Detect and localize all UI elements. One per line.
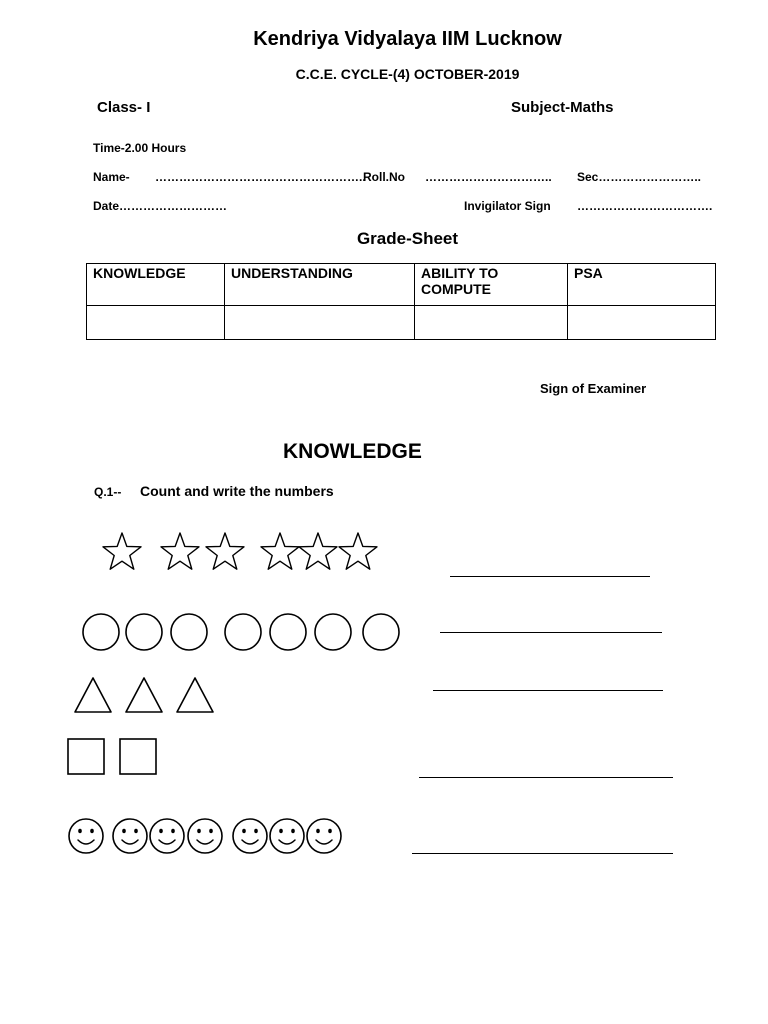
square-icon [120,739,156,774]
smiley-icon [307,819,341,853]
smiley-icon [150,819,184,853]
date-field[interactable]: Date……………………… [93,199,228,213]
shape-row-stars [103,533,377,569]
section-field[interactable]: Sec…………………….. [577,170,702,184]
shape-row-smileys [69,819,341,853]
circle-icon [171,614,207,650]
circle-icon [315,614,351,650]
school-name: Kendriya Vidyalaya IIM Lucknow [253,28,562,50]
smiley-icon [69,819,103,853]
star-icon [299,533,337,569]
answer-line-smileys[interactable] [412,853,673,854]
section-title: KNOWLEDGE [283,440,422,463]
question-text: Count and write the numbers [140,483,334,499]
square-icon [68,739,104,774]
circle-icon [363,614,399,650]
name-field[interactable]: …………………………………………….. [155,170,366,184]
grade-header-knowledge: KNOWLEDGE [87,264,225,306]
triangle-icon [75,678,111,712]
exam-cycle: C.C.E. CYCLE-(4) OCTOBER-2019 [295,66,520,82]
smiley-icon [113,819,147,853]
star-icon [339,533,377,569]
star-icon [161,533,199,569]
shape-row-triangles [75,678,213,712]
answer-line-squares[interactable] [419,777,673,778]
grade-sheet-title: Grade-Sheet [356,229,459,248]
invigilator-field[interactable]: ……………………………. [577,199,713,213]
question-number: Q.1-- [94,485,122,499]
grade-header-ability: ABILITY TO COMPUTE [415,264,568,306]
subject-label: Subject-Maths [511,99,614,116]
triangle-icon [126,678,162,712]
grade-header-psa: PSA [568,264,716,306]
circle-icon [83,614,119,650]
name-label: Name- [93,170,130,184]
time-label: Time-2.00 Hours [93,141,187,155]
circle-icon [270,614,306,650]
star-icon [103,533,141,569]
star-icon [206,533,244,569]
grade-header-understanding: UNDERSTANDING [225,264,415,306]
shape-row-circles [83,614,399,650]
circle-icon [126,614,162,650]
smiley-icon [188,819,222,853]
shape-row-squares [68,739,156,774]
rollno-field[interactable]: ………………………….. [425,170,552,184]
rollno-label: Roll.No [363,170,405,184]
answer-line-stars[interactable] [450,576,650,577]
star-icon [261,533,299,569]
invigilator-label: Invigilator Sign [464,199,551,213]
smiley-icon [233,819,267,853]
answer-line-triangles[interactable] [433,690,663,691]
circle-icon [225,614,261,650]
smiley-icon [270,819,304,853]
answer-line-circles[interactable] [440,632,662,633]
sign-of-examiner: Sign of Examiner [540,381,647,396]
class-label: Class- I [97,99,151,116]
triangle-icon [177,678,213,712]
